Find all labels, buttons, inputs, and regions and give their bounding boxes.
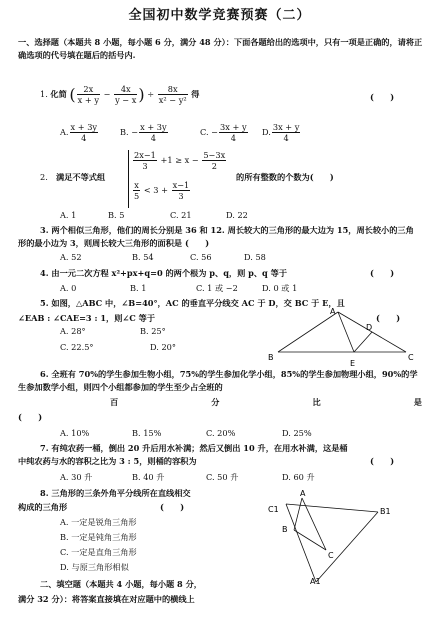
q5-label-d: D <box>366 323 373 332</box>
section2-heading-line-1: 二、填空题（本题共 4 小题，每小题 8 分， <box>40 579 202 589</box>
q8-side-c1a1 <box>286 504 316 582</box>
q2-row-2: $\frac{x}{5}$ < 3 + $\frac{x-1}{3}$ <box>134 180 190 202</box>
q3-option-b[interactable]: B. 54 <box>132 252 154 262</box>
q5-segment-de <box>354 332 372 352</box>
q5-triangle-figure <box>262 306 422 370</box>
q5-answer-paren[interactable]: ( ) <box>376 313 401 323</box>
q2-tail: 的所有整数的个数为( ) <box>236 172 334 182</box>
q2-lead: 满足不等式组 <box>56 172 106 182</box>
q5-label-e: E <box>350 359 356 368</box>
q2-option-d[interactable]: D. 22 <box>226 210 248 220</box>
q6-answer-paren[interactable]: ( ) <box>18 412 43 422</box>
q8-label-b: B <box>282 525 288 534</box>
q1-option-d[interactable]: D. $\frac{3x + y}{4}$ <box>262 122 300 144</box>
section1-heading: 一、选择题（本题共 8 小题，每小题 6 分，满分 48 分）：下面各题给出的选项中，只有一项是正确的，请将正确选项的代号填在题后的括号内. <box>18 37 423 60</box>
q6-option-a[interactable]: A. 10% <box>60 428 90 438</box>
q3-text: 3. 两个相似三角形，他们的周长分别是 36 和 12. 周长较大的三角形的最大边为 15，周长较小的三角形的最小边为 3，则周长较大三角形的面积是 ( ) <box>18 225 414 248</box>
q1-number: 1. <box>40 88 48 99</box>
q2-system-brace <box>128 150 129 208</box>
q1-close-paren: ) <box>138 84 145 104</box>
section2-heading-line-2: 满分 32 分）：将答案直接填在对应题中的横线上 <box>18 594 195 604</box>
q7-option-c[interactable]: C. 50 升 <box>206 472 239 482</box>
q5-option-a[interactable]: A. 28° <box>60 326 86 336</box>
q6-option-c[interactable]: C. 20% <box>206 428 236 438</box>
q1-minus: − <box>103 88 111 99</box>
q8-inner-ab <box>294 498 302 530</box>
q8-triangle-figure <box>262 486 422 586</box>
q5-side-ab <box>278 312 338 352</box>
q2-option-c[interactable]: C. 21 <box>170 210 192 220</box>
q1-answer-paren[interactable]: ( ) <box>370 92 395 102</box>
q8-label-b1: B1 <box>380 507 391 516</box>
q1-fraction-1: $\frac{2x}{x + y}$ <box>77 84 99 106</box>
page-title: 全国初中数学竞赛预赛（二） <box>128 8 311 23</box>
q1-lead: 化简 <box>50 88 67 99</box>
q2-number: 2. <box>40 172 48 182</box>
q5-line-2: ∠EAB : ∠CAE=3 : 1，则∠C 等于 <box>18 313 156 323</box>
q1-open-paren: ( <box>69 84 76 104</box>
q5-option-d[interactable]: D. 20° <box>150 342 176 352</box>
q1-expression <box>40 84 199 106</box>
q2-option-b[interactable]: B. 5 <box>108 210 125 220</box>
q5-option-c[interactable]: C. 22.5° <box>60 342 94 352</box>
q5-segment-ae <box>338 312 354 352</box>
q8-label-a: A <box>300 489 306 498</box>
q7-option-b[interactable]: B. 40 升 <box>132 472 165 482</box>
q8-line-2: 构成的三角形 <box>18 502 68 512</box>
q4-option-b[interactable]: B. 1 <box>130 283 147 293</box>
q1-option-b[interactable]: B. − $\frac{x + 3y}{4}$ <box>120 122 167 144</box>
q8-option-d[interactable]: D. 与原三角形相似 <box>60 562 129 572</box>
q3-option-a[interactable]: A. 52 <box>60 252 82 262</box>
q5-line-1: 5. 如图，△ABC 中，∠B=40°，AC 的垂直平分线交 AC 于 D，交 BC 于 E，且 <box>40 298 345 308</box>
q5-label-b: B <box>268 353 274 362</box>
q3-option-c[interactable]: C. 56 <box>190 252 212 262</box>
q7-text: 7. 有纯农药一桶，倒出 20 升后用水补满；然后又倒出 10 升，在用水补满，这是桶中纯农药与水的容积之比为 3 : 5，则桶的容积为 <box>18 443 348 466</box>
q7-option-d[interactable]: D. 60 升 <box>282 472 315 482</box>
q5-option-b[interactable]: B. 25° <box>140 326 166 336</box>
q7-answer-paren[interactable]: ( ) <box>370 456 395 466</box>
q4-option-a[interactable]: A. 0 <box>60 283 77 293</box>
q8-option-a[interactable]: A. 一定是锐角三角形 <box>60 517 137 527</box>
q1-fraction-2: $\frac{4x}{y - x}$ <box>115 84 137 106</box>
q8-label-c1: C1 <box>268 505 279 514</box>
q6-spread-line: 百 分 比 是 <box>110 397 422 407</box>
q8-option-c[interactable]: C. 一定是直角三角形 <box>60 547 137 557</box>
q8-option-b[interactable]: B. 一定是钝角三角形 <box>60 532 137 542</box>
q5-label-c: C <box>408 353 414 362</box>
q6-option-b[interactable]: B. 15% <box>132 428 162 438</box>
q6-option-d[interactable]: D. 25% <box>282 428 312 438</box>
q8-answer-paren[interactable]: ( ) <box>160 502 185 512</box>
q4-option-c[interactable]: C. 1 或 −2 <box>196 283 238 293</box>
q1-option-c[interactable]: C. − $\frac{3x + y}{4}$ <box>200 122 247 144</box>
q1-option-a[interactable]: A. $\frac{x + 3y}{4}$ <box>60 122 98 144</box>
q4-answer-paren[interactable]: ( ) <box>370 268 395 278</box>
q4-option-d[interactable]: D. 0 或 1 <box>262 283 298 293</box>
q4-text: 4. 由一元二次方程 x²+px+q=0 的两个根为 p、q，则 p、q 等于 <box>40 268 288 278</box>
q1-fraction-3: $\frac{8x}{\text{x² − y²}}$ <box>158 84 187 106</box>
q8-side-b1a1 <box>316 512 378 582</box>
q1-tail: 得 <box>191 88 200 99</box>
q2-row-1: $\frac{2x-1}{3}$ +1 ≥ x − $\frac{5-3x}{2}$ <box>134 150 226 172</box>
q2-option-a[interactable]: A. 1 <box>60 210 77 220</box>
q8-line-1: 8. 三角形的三条外角平分线所在直线相交 <box>40 488 191 498</box>
q5-label-a: A <box>330 307 336 316</box>
q3-option-d[interactable]: D. 58 <box>244 252 266 262</box>
q6-text: 6. 全班有 70%的学生参加生物小组，75%的学生参加化学小组，85%的学生参加物理小组，90%的学生参加数学小组，则四个小组都参加的学生至少占全班的 <box>18 369 418 393</box>
q1-divide: ÷ <box>147 88 155 99</box>
q8-label-a1: A1 <box>310 577 321 586</box>
q7-option-a[interactable]: A. 30 升 <box>60 472 93 482</box>
q8-label-c: C <box>328 551 334 560</box>
